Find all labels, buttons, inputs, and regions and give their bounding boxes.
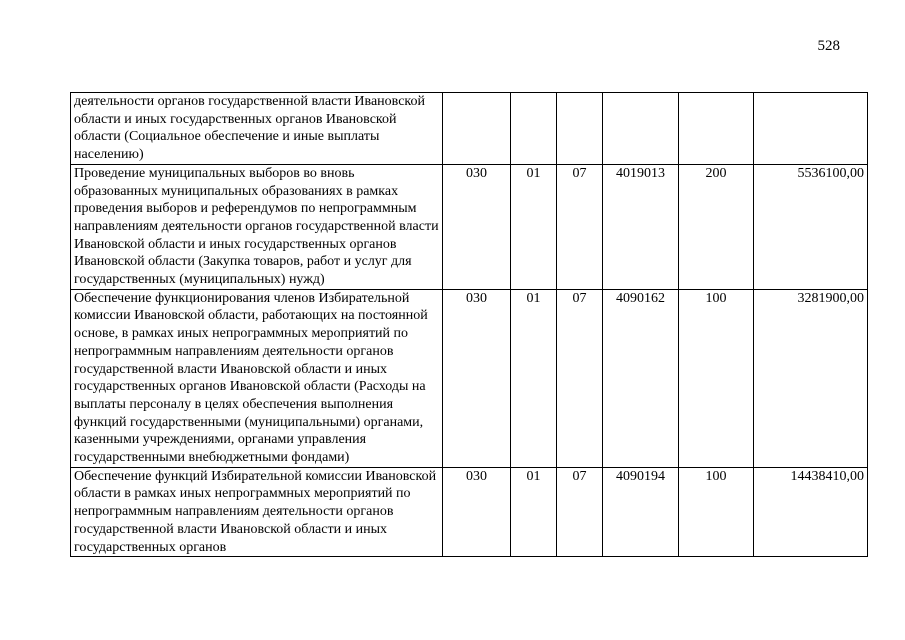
row-gr-code: 030 (443, 289, 511, 467)
row-csr-code: 4090194 (603, 467, 679, 557)
row-gr-code: 030 (443, 467, 511, 557)
page-number: 528 (817, 38, 840, 54)
row-vr-code: 100 (679, 289, 754, 467)
table-row (71, 93, 868, 165)
row-section-code: 01 (511, 289, 557, 467)
row-csr-code: 4090162 (603, 289, 679, 467)
row-vr-code: 100 (679, 467, 754, 557)
row-vr-code (679, 93, 754, 165)
row-section-code: 01 (511, 164, 557, 289)
row-sum (754, 93, 868, 165)
row-subsection-code: 07 (557, 467, 603, 557)
table-row (71, 164, 868, 289)
row-gr-code (443, 93, 511, 165)
table-row (71, 467, 868, 557)
row-description: Обеспечение функций Избирательной комиссии Ивановской области в рамках иных непрограммных мероприятий по непрограммным направлениям деятельности органов государственной власти Ивановской области и иных государственных органов (71, 467, 443, 557)
row-subsection-code (557, 93, 603, 165)
row-vr-code: 200 (679, 164, 754, 289)
row-section-code (511, 93, 557, 165)
row-sum: 3281900,00 (754, 289, 868, 467)
row-gr-code: 030 (443, 164, 511, 289)
row-csr-code (603, 93, 679, 165)
row-section-code: 01 (511, 467, 557, 557)
budget-table (70, 92, 868, 557)
table-row (71, 289, 868, 467)
row-description: деятельности органов государственной власти Ивановской области и иных государственных органов Ивановской области (Социальное обеспечение и иные выплаты населению) (71, 93, 443, 165)
row-subsection-code: 07 (557, 289, 603, 467)
row-description: Проведение муниципальных выборов во вновь образованных муниципальных образованиях в рамках проведения выборов и референдумов по непрограммным направлениям деятельности органов государственной власти Ивановской области и иных государственных органов Ивановской области (Закупка товаров, работ и услуг для государственных (муниципальных) нужд) (71, 164, 443, 289)
row-subsection-code: 07 (557, 164, 603, 289)
row-description: Обеспечение функционирования членов Избирательной комиссии Ивановской области, работающих на постоянной основе, в рамках иных непрограммных мероприятий по непрограммным направлениям деятельности органов государственной власти Ивановской области и иных государственных органов Ивановской области (Расходы на выплаты персоналу в целях обеспечения выполнения функций государственными (муниципальными) органами, казенными учреждениями, органами управления государственными внебюджетными фондами) (71, 289, 443, 467)
row-csr-code: 4019013 (603, 164, 679, 289)
row-sum: 14438410,00 (754, 467, 868, 557)
row-sum: 5536100,00 (754, 164, 868, 289)
